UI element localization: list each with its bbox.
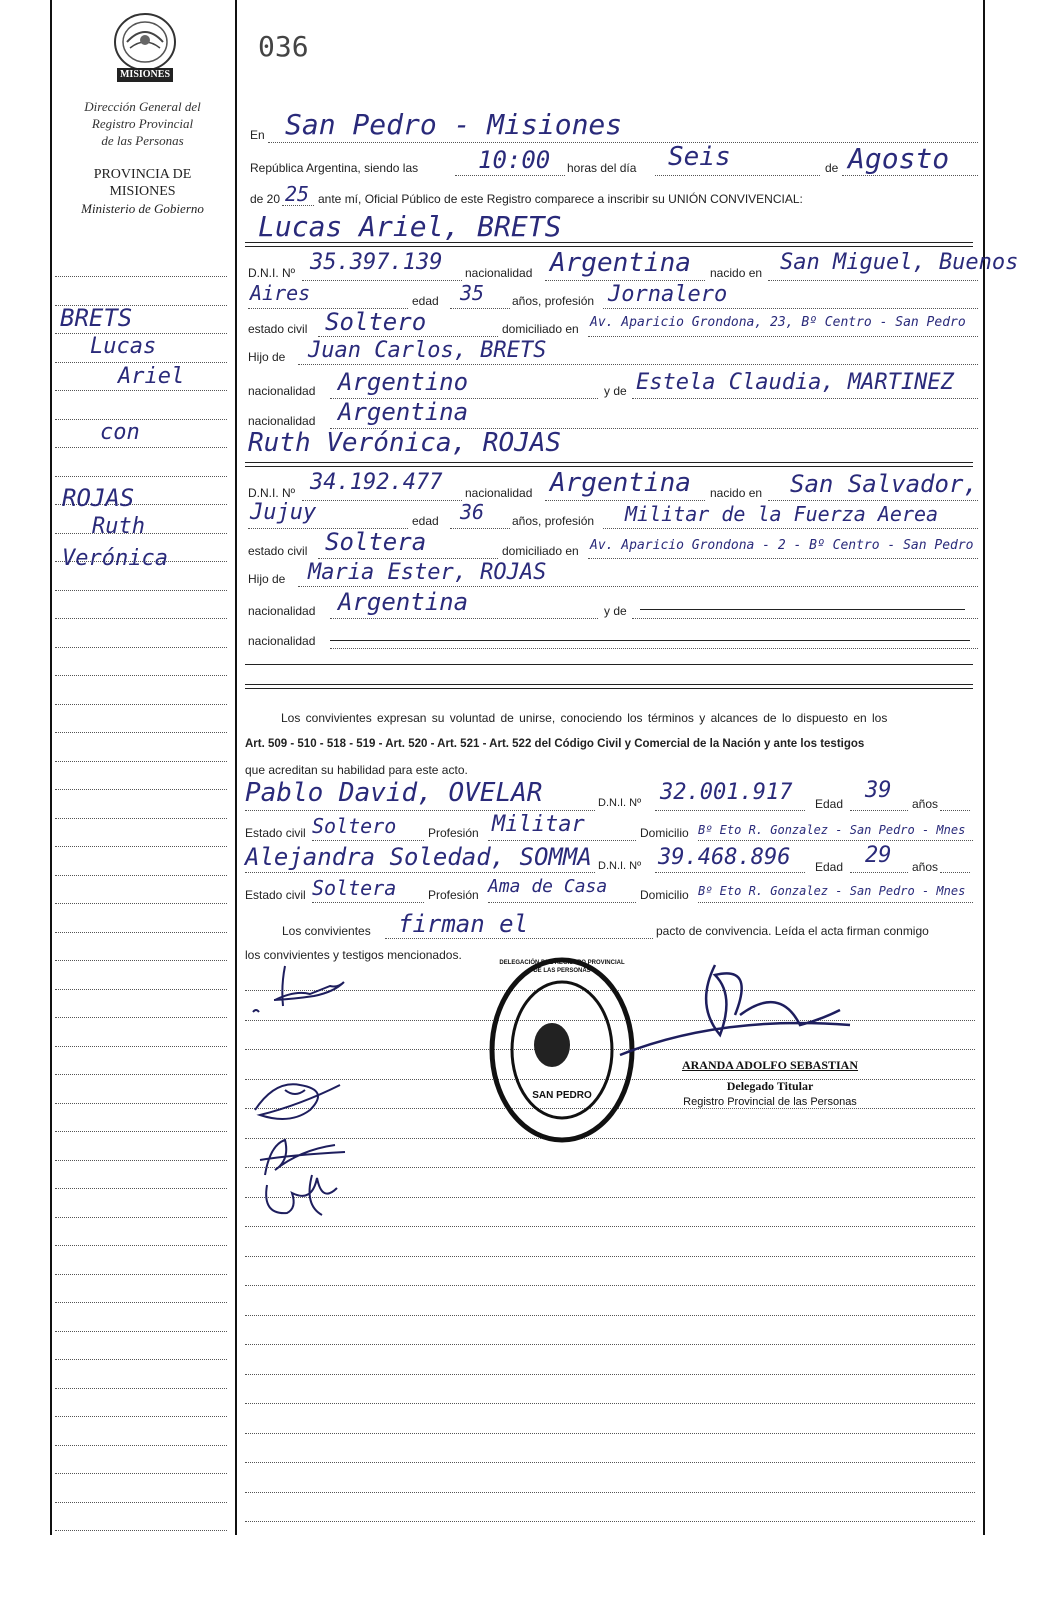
main-border-right [983, 0, 985, 1535]
p1-civil-label: estado civil [248, 322, 308, 336]
main-rule [245, 1492, 975, 1493]
p1-mother: Estela Claudia, MARTINEZ [636, 370, 954, 395]
w1-address: Bº Eto R. Gonzalez - San Pedro - Mnes [698, 823, 966, 837]
margin-rule [55, 704, 227, 705]
signature-convivient-1 [245, 960, 365, 1020]
w1-dni: 32.001.917 [660, 780, 793, 805]
main-rule [245, 1462, 975, 1463]
p2-profession: Militar de la Fuerza Aerea [625, 502, 939, 526]
margin-rule [55, 1416, 227, 1417]
p2-dni: 34.192.477 [310, 470, 443, 495]
official-name: ARANDA ADOLFO SEBASTIAN [681, 1058, 859, 1072]
province-emblem [105, 8, 185, 90]
margin-rule [55, 1074, 227, 1075]
margin-note-2: Lucas [90, 334, 157, 359]
declaration-line2: Art. 509 - 510 - 518 - 519 - Art. 520 - Art. 521 - Art. 522 del Código Civil y Comercial de la Nación y ante los testigos [245, 738, 865, 750]
margin-note-6: Ruth [92, 514, 145, 539]
margin-rule [55, 390, 227, 391]
p1-address: Av. Aparicio Grondona, 23, Bº Centro - San Pedro [590, 315, 966, 330]
margin-rule [55, 903, 227, 904]
act-year: 25 [285, 182, 310, 206]
main-rule [245, 1197, 975, 1198]
w1-name: Pablo David, OVELAR [245, 778, 543, 808]
main-rule [245, 1521, 975, 1522]
p1-mnat-label: nacionalidad [248, 414, 316, 428]
p2-civil-label: estado civil [248, 544, 308, 558]
signature-witness-2 [252, 1165, 352, 1225]
p1-age: 35 [460, 281, 485, 305]
main-rule [245, 1433, 975, 1434]
p2-born: San Salvador, [790, 470, 978, 498]
p2-born2: Jujuy [250, 500, 317, 525]
w1-profession: Militar [492, 812, 585, 837]
w1-civil-label: Estado civil [245, 826, 306, 840]
label-horas: horas del día [567, 161, 637, 175]
act-day: Seis [668, 142, 731, 172]
margin-note-4: con [100, 420, 140, 445]
p2-anios-label: años, profesión [512, 514, 595, 528]
main-rule [245, 1256, 975, 1257]
margin-rule [55, 1103, 227, 1104]
p2-mother: Maria Ester, ROJAS [308, 560, 547, 585]
w1-anios-label: años [912, 797, 939, 811]
p1-dom-label: domiciliado en [502, 322, 579, 336]
margin-rule [55, 1445, 227, 1446]
stamp-ring-text: DELEGACIÓN DEL REGISTRO PROVINCIAL DE LAS PERSONAS [499, 960, 625, 974]
act-place: San Pedro - Misiones [285, 108, 623, 141]
margin-rule [55, 675, 227, 676]
margin-rule [55, 875, 227, 876]
province-line1: PROVINCIA DE [93, 167, 192, 182]
declaration [245, 705, 975, 783]
declaration-line1: Los convivientes expresan su voluntad de unirse, conociendo los términos y alcances de lo dispuesto en los [281, 711, 888, 725]
stamp-center-text: SAN PEDRO [532, 1090, 592, 1101]
margin-rule [55, 932, 227, 933]
pacto-label: pacto de convivencia. Leída el acta firman conmigo [656, 924, 929, 938]
p2-age-label: edad [412, 514, 439, 528]
left-column-border [50, 0, 52, 1535]
p1-born2: Aires [250, 281, 311, 305]
couple-title: Lucas Ariel, BRETS [258, 210, 562, 243]
p2-mnat-label: nacionalidad [248, 604, 316, 618]
p1-born: San Miguel, Buenos [780, 250, 1019, 275]
margin-rule [55, 1160, 227, 1161]
w1-age: 39 [865, 778, 892, 803]
label-republica: República Argentina, siendo las [250, 161, 419, 175]
margin-rule [55, 1388, 227, 1389]
main-rule [245, 1315, 975, 1316]
main-border-left [235, 0, 237, 1535]
w2-civil: Soltera [312, 876, 397, 900]
w1-prof-label: Profesión [428, 826, 479, 840]
w2-name: Alejandra Soledad, SOMMA [245, 843, 592, 871]
los-convivientes-label: Los convivientes [282, 924, 371, 938]
w1-dni-label: D.N.I. Nº [598, 797, 642, 809]
signature-convivient-2 [245, 1070, 355, 1125]
p2-address: Av. Aparicio Grondona - 2 - Bº Centro - San Pedro [590, 538, 974, 553]
w2-address: Bº Eto R. Gonzalez - San Pedro - Mnes [698, 884, 966, 898]
margin-rule [55, 846, 227, 847]
p1-civil: Soltero [325, 308, 427, 336]
p2-hijo-label: Hijo de [248, 572, 286, 586]
margin-rule [55, 362, 227, 363]
margin-rule [55, 1359, 227, 1360]
act-time: 10:00 [478, 146, 551, 174]
p1-profession: Jornalero [608, 282, 728, 307]
w2-age: 29 [865, 843, 892, 868]
margin-rule [55, 447, 227, 448]
p1-nat-label: nacionalidad [465, 266, 533, 280]
margin-rule [55, 789, 227, 790]
main-rule [245, 1285, 975, 1286]
margin-rule [55, 1245, 227, 1246]
margin-rule [55, 732, 227, 733]
w1-civil: Soltero [312, 814, 397, 838]
main-rule [245, 1374, 975, 1375]
margin-rule [55, 276, 227, 277]
w2-dom-label: Domicilio [640, 888, 689, 902]
margin-rule [55, 1131, 227, 1132]
margin-rule [55, 590, 227, 591]
firman: firman el [398, 910, 529, 938]
margin-rule [55, 1017, 227, 1018]
margin-rule [55, 1274, 227, 1275]
margin-rule [55, 818, 227, 819]
margin-note-1: BRETS [60, 304, 133, 332]
w2-edad-label: Edad [815, 860, 844, 874]
w1-edad-label: Edad [815, 797, 844, 811]
p1-dni: 35.397.139 [310, 250, 443, 275]
label-de20: de 20 [250, 192, 281, 206]
margin-rule [55, 1331, 227, 1332]
main-rule [245, 1226, 975, 1227]
p2-nat-label: nacionalidad [465, 486, 533, 500]
margin-note-5: ROJAS [62, 484, 135, 512]
p1-nationality: Argentina [550, 248, 691, 278]
margin-rule [55, 1046, 227, 1047]
margin-rule [55, 989, 227, 990]
declaration-line3: que acreditan su habilidad para este acto. [245, 763, 468, 777]
main-rule [245, 1403, 975, 1404]
margin-rule [55, 1217, 227, 1218]
w2-civil-label: Estado civil [245, 888, 306, 902]
w1-dom-label: Domicilio [640, 826, 689, 840]
emblem-label: MISIONES [119, 69, 170, 80]
p1-hijo-label: Hijo de [248, 350, 286, 364]
margin-note-3: Ariel [118, 364, 185, 389]
ministry: Ministerio de Gobierno [81, 201, 204, 216]
act-month: Agosto [848, 142, 950, 175]
w2-prof-label: Profesión [428, 888, 479, 902]
margin-rule [55, 419, 227, 420]
margin-rule [55, 960, 227, 961]
label-en: En [250, 128, 265, 142]
margin-rule [55, 1473, 227, 1474]
p2-age: 36 [460, 500, 485, 524]
w2-dni-label: D.N.I. Nº [598, 860, 642, 872]
p1-mother-nat: Argentina [338, 398, 469, 426]
office-line1: Dirección General del [84, 99, 201, 114]
p1-anios-label: años, profesión [512, 294, 595, 308]
p1-father-nat: Argentino [338, 368, 469, 396]
office-line3: de las Personas [101, 133, 184, 148]
margin-rule [55, 1302, 227, 1303]
margin-note-7: Verónica [62, 546, 168, 571]
province-line2: MISIONES [109, 184, 176, 199]
margin-rule [55, 1188, 227, 1189]
p2-mother-nat: Argentina [338, 588, 469, 616]
w2-dni: 39.468.896 [658, 845, 791, 870]
main-rule [245, 1344, 975, 1345]
label-de: de [825, 161, 839, 175]
p2-nationality: Argentina [550, 468, 691, 498]
person2-name: Ruth Verónica, ROJAS [248, 428, 562, 458]
label-ante: ante mí, Oficial Público de este Registro comparece a inscribir su UNIÓN CONVIVENCIAL: [318, 192, 803, 206]
office-line2: Registro Provincial [91, 116, 194, 131]
p2-dni-label: D.N.I. Nº [248, 486, 296, 500]
margin-rule [55, 647, 227, 648]
testigos-label: los convivientes y testigos mencionados. [245, 948, 462, 962]
w2-anios-label: años [912, 860, 939, 874]
margin-rule [55, 1502, 227, 1503]
signature-official [600, 955, 890, 1075]
margin-rule [55, 761, 227, 762]
p1-yde-label: y de [604, 384, 627, 398]
p1-born-label: nacido en [710, 266, 763, 280]
main-rule [245, 1167, 975, 1168]
p2-born-label: nacido en [710, 486, 763, 500]
official-org: Registro Provincial de las Personas [683, 1096, 857, 1108]
p1-dni-label: D.N.I. Nº [248, 266, 296, 280]
p2-fnat-label: nacionalidad [248, 634, 316, 648]
p2-yde-label: y de [604, 604, 627, 618]
p1-fnat-label: nacionalidad [248, 384, 316, 398]
p1-age-label: edad [412, 294, 439, 308]
p2-civil: Soltera [325, 528, 427, 556]
w2-profession: Ama de Casa [488, 876, 608, 897]
margin-rule [55, 476, 227, 477]
page-number: 036 [258, 30, 309, 63]
margin-rule [55, 1530, 227, 1531]
p2-dom-label: domiciliado en [502, 544, 579, 558]
p1-father: Juan Carlos, BRETS [308, 338, 547, 363]
margin-rule [55, 618, 227, 619]
official-role: Delegado Titular [726, 1079, 814, 1093]
